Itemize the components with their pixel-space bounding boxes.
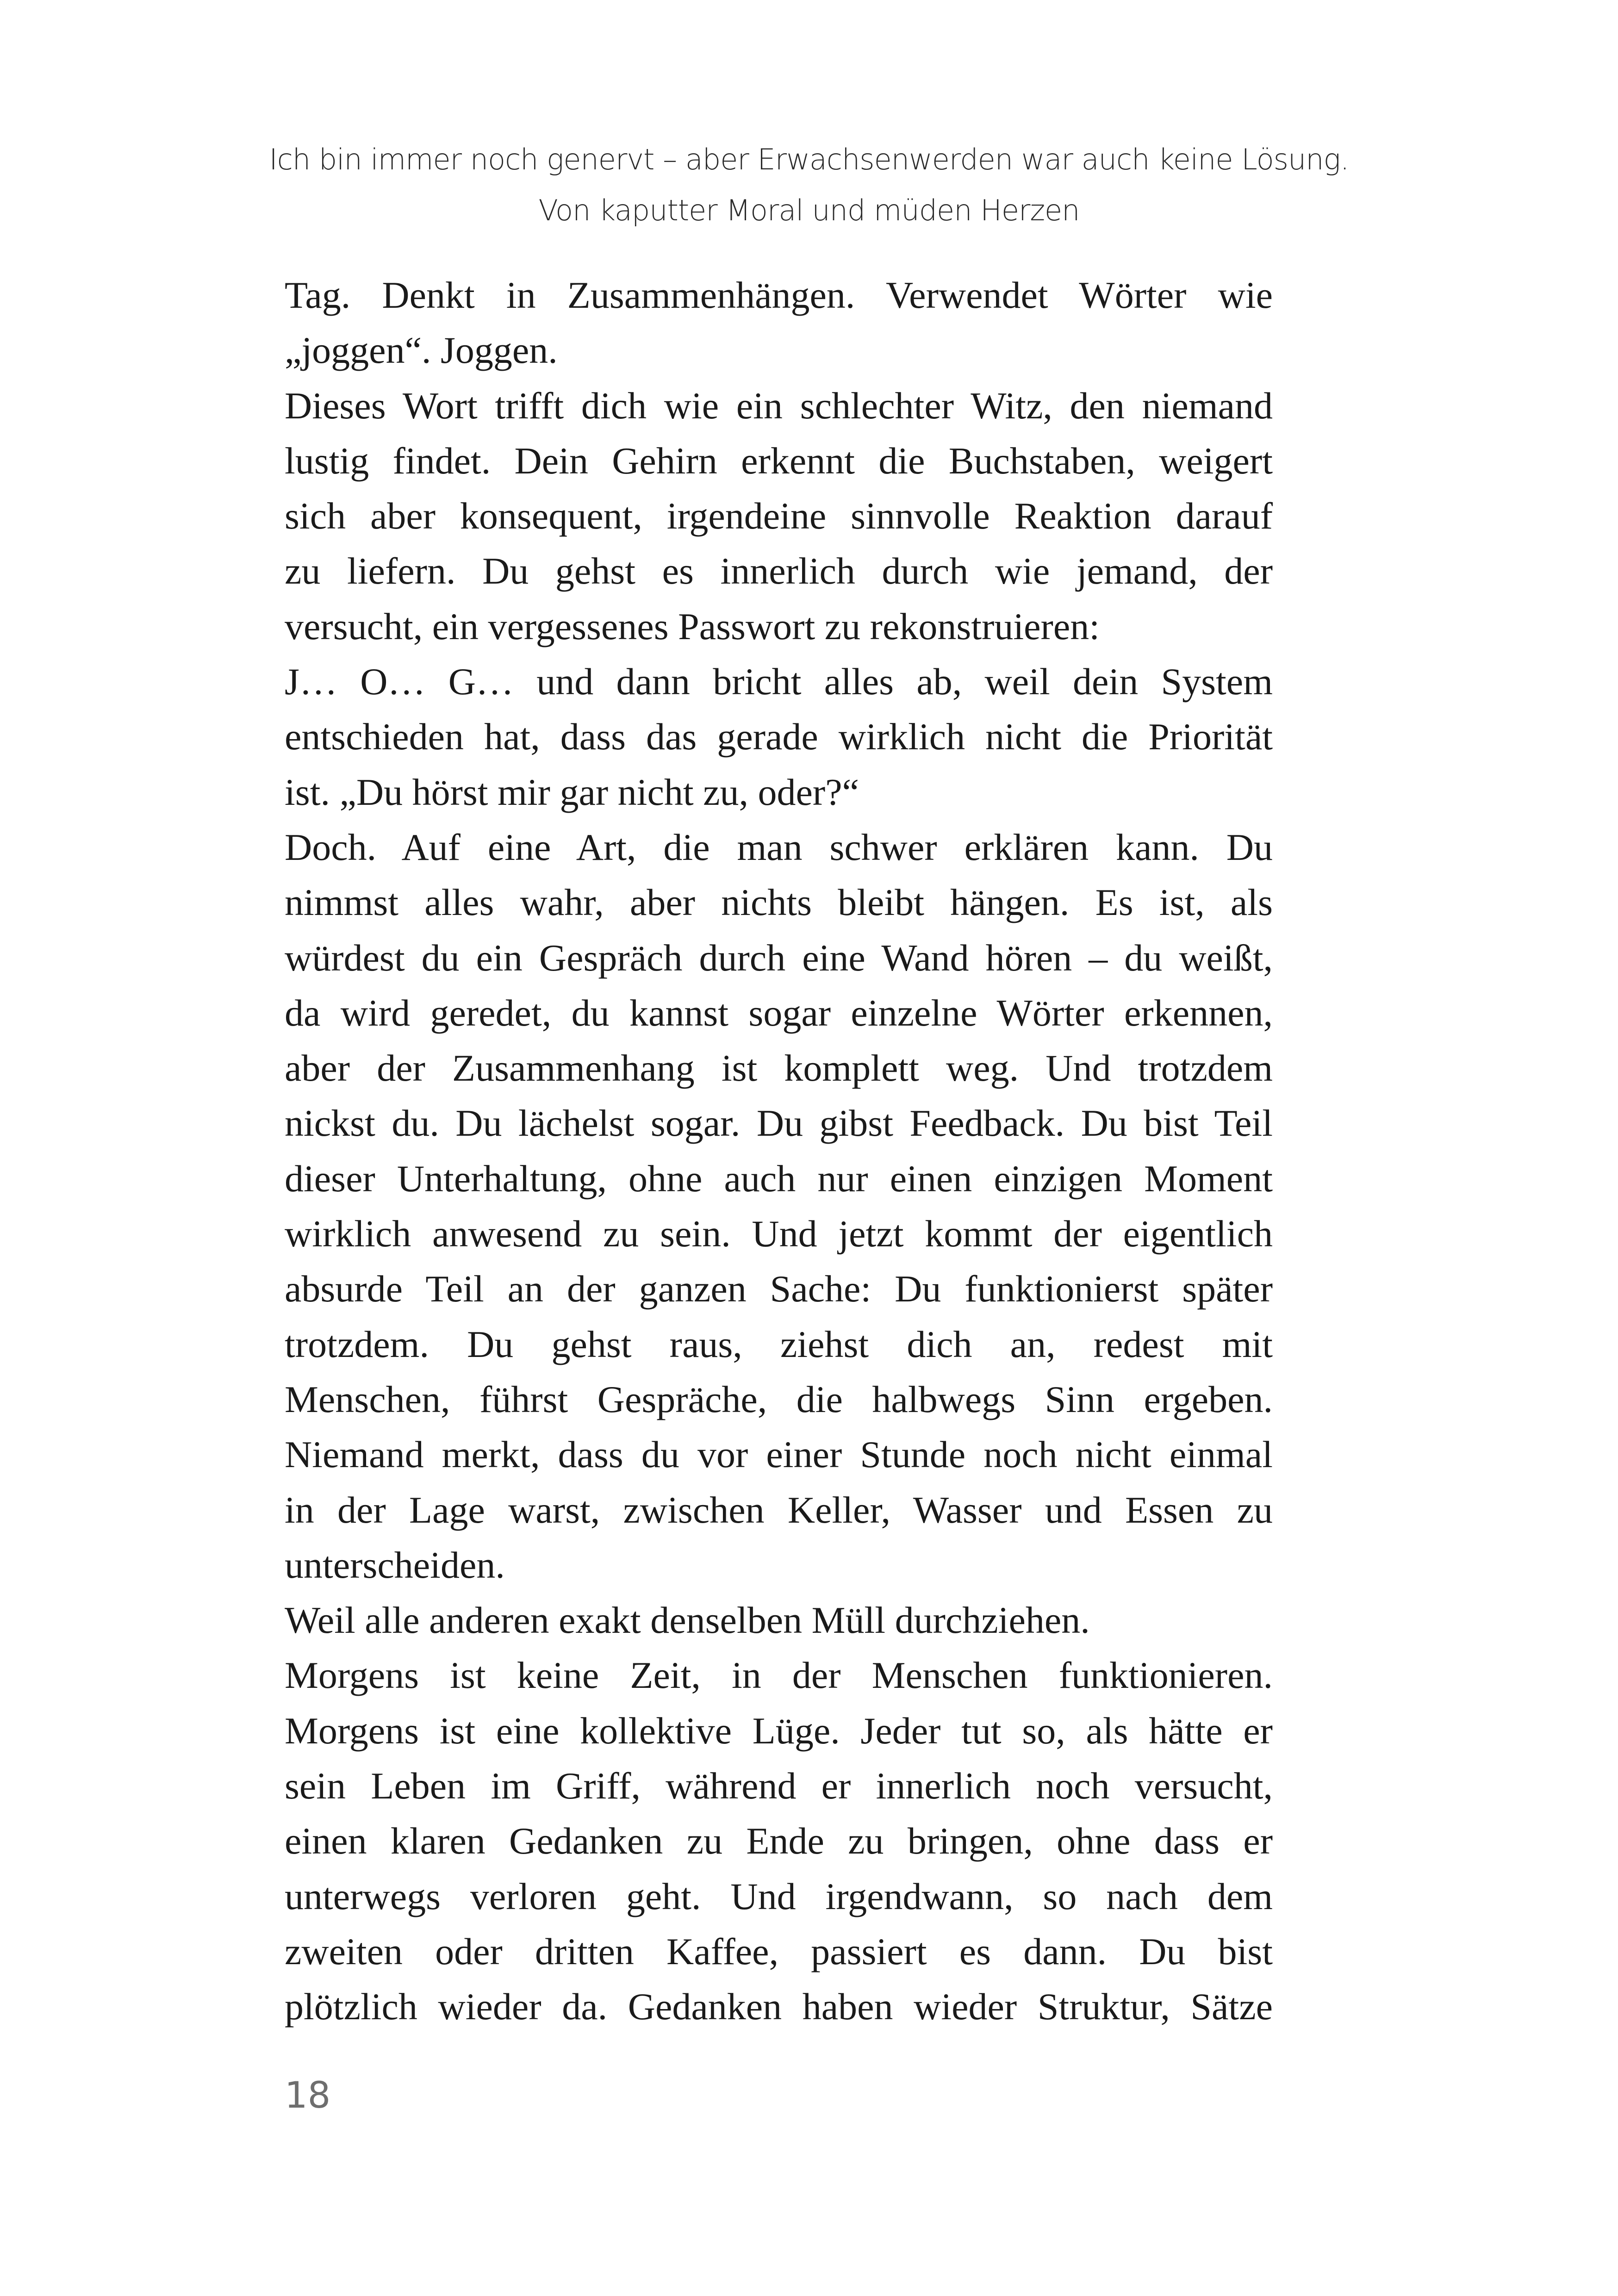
- text-line: sich aber konsequent, irgendeine sinnvolle Reaktion darauf: [285, 495, 1273, 537]
- text-line: würdest du ein Gespräch durch eine Wand hören – du weißt,: [285, 936, 1273, 979]
- page-number: 18: [285, 2075, 331, 2116]
- text-line: wirklich anwesend zu sein. Und jetzt kommt der eigentlich: [285, 1213, 1273, 1255]
- text-line: in der Lage warst, zwischen Keller, Wasser und Essen zu: [285, 1488, 1273, 1531]
- text-line: unterwegs verloren geht. Und irgendwann, so nach dem: [285, 1875, 1273, 1917]
- text-line: versucht, ein vergessenes Passwort zu rekonstruieren:: [285, 605, 1100, 647]
- text-line: Weil alle anderen exakt denselben Müll durchziehen.: [285, 1599, 1090, 1642]
- text-line: da wird geredet, du kannst sogar einzelne Wörter erkennen,: [285, 991, 1273, 1034]
- text-line: Dieses Wort trifft dich wie ein schlechter Witz, den niemand: [285, 384, 1273, 427]
- text-line: zweiten oder dritten Kaffee, passiert es dann. Du bist: [285, 1930, 1273, 1972]
- text-line: Doch. Auf eine Art, die man schwer erklären kann. Du: [285, 826, 1273, 868]
- text-line: „joggen“. Joggen.: [285, 329, 558, 372]
- text-line: sein Leben im Griff, während er innerlich noch versucht,: [285, 1765, 1273, 1807]
- text-line: nickst du. Du lächelst sogar. Du gibst Feedback. Du bist Teil: [285, 1102, 1273, 1145]
- text-line: einen klaren Gedanken zu Ende zu bringen, ohne dass er: [285, 1820, 1273, 1862]
- header-title-line: Ich bin immer noch genervt – aber Erwachsenwerden war auch keine Lösung.: [269, 143, 1349, 176]
- text-line: trotzdem. Du gehst raus, ziehst dich an, redest mit: [285, 1323, 1273, 1365]
- text-line: Tag. Denkt in Zusammenhängen. Verwendet Wörter wie: [285, 274, 1273, 316]
- body-text: [285, 268, 1273, 2035]
- text-line: absurde Teil an der ganzen Sache: Du funktionierst später: [285, 1268, 1273, 1310]
- text-line: Morgens ist eine kollektive Lüge. Jeder tut so, als hätte er: [285, 1709, 1273, 1752]
- text-line: zu liefern. Du gehst es innerlich durch wie jemand, der: [285, 550, 1273, 592]
- text-line: nimmst alles wahr, aber nichts bleibt hängen. Es ist, als: [285, 881, 1273, 924]
- text-line: entschieden hat, dass das gerade wirklich nicht die Priorität: [285, 716, 1273, 758]
- header-subtitle-line: Von kaputter Moral und müden Herzen: [538, 193, 1080, 227]
- text-line: aber der Zusammenhang ist komplett weg. Und trotzdem: [285, 1047, 1273, 1089]
- text-line: Morgens ist keine Zeit, in der Menschen funktionieren.: [285, 1654, 1273, 1697]
- text-line: Niemand merkt, dass du vor einer Stunde noch nicht einmal: [285, 1433, 1273, 1476]
- running-header: [0, 134, 1618, 236]
- text-line: ist. „Du hörst mir gar nicht zu, oder?“: [285, 771, 859, 813]
- text-line: J… O… G… und dann bricht alles ab, weil dein System: [285, 660, 1273, 703]
- text-line: lustig findet. Dein Gehirn erkennt die Buchstaben, weigert: [285, 439, 1273, 482]
- text-line: Menschen, führst Gespräche, die halbwegs Sinn ergeben.: [285, 1378, 1273, 1420]
- text-line: unterscheiden.: [285, 1543, 505, 1586]
- text-line: dieser Unterhaltung, ohne auch nur einen einzigen Moment: [285, 1157, 1273, 1200]
- text-line: plötzlich wieder da. Gedanken haben wieder Struktur, Sätze: [285, 1985, 1273, 2028]
